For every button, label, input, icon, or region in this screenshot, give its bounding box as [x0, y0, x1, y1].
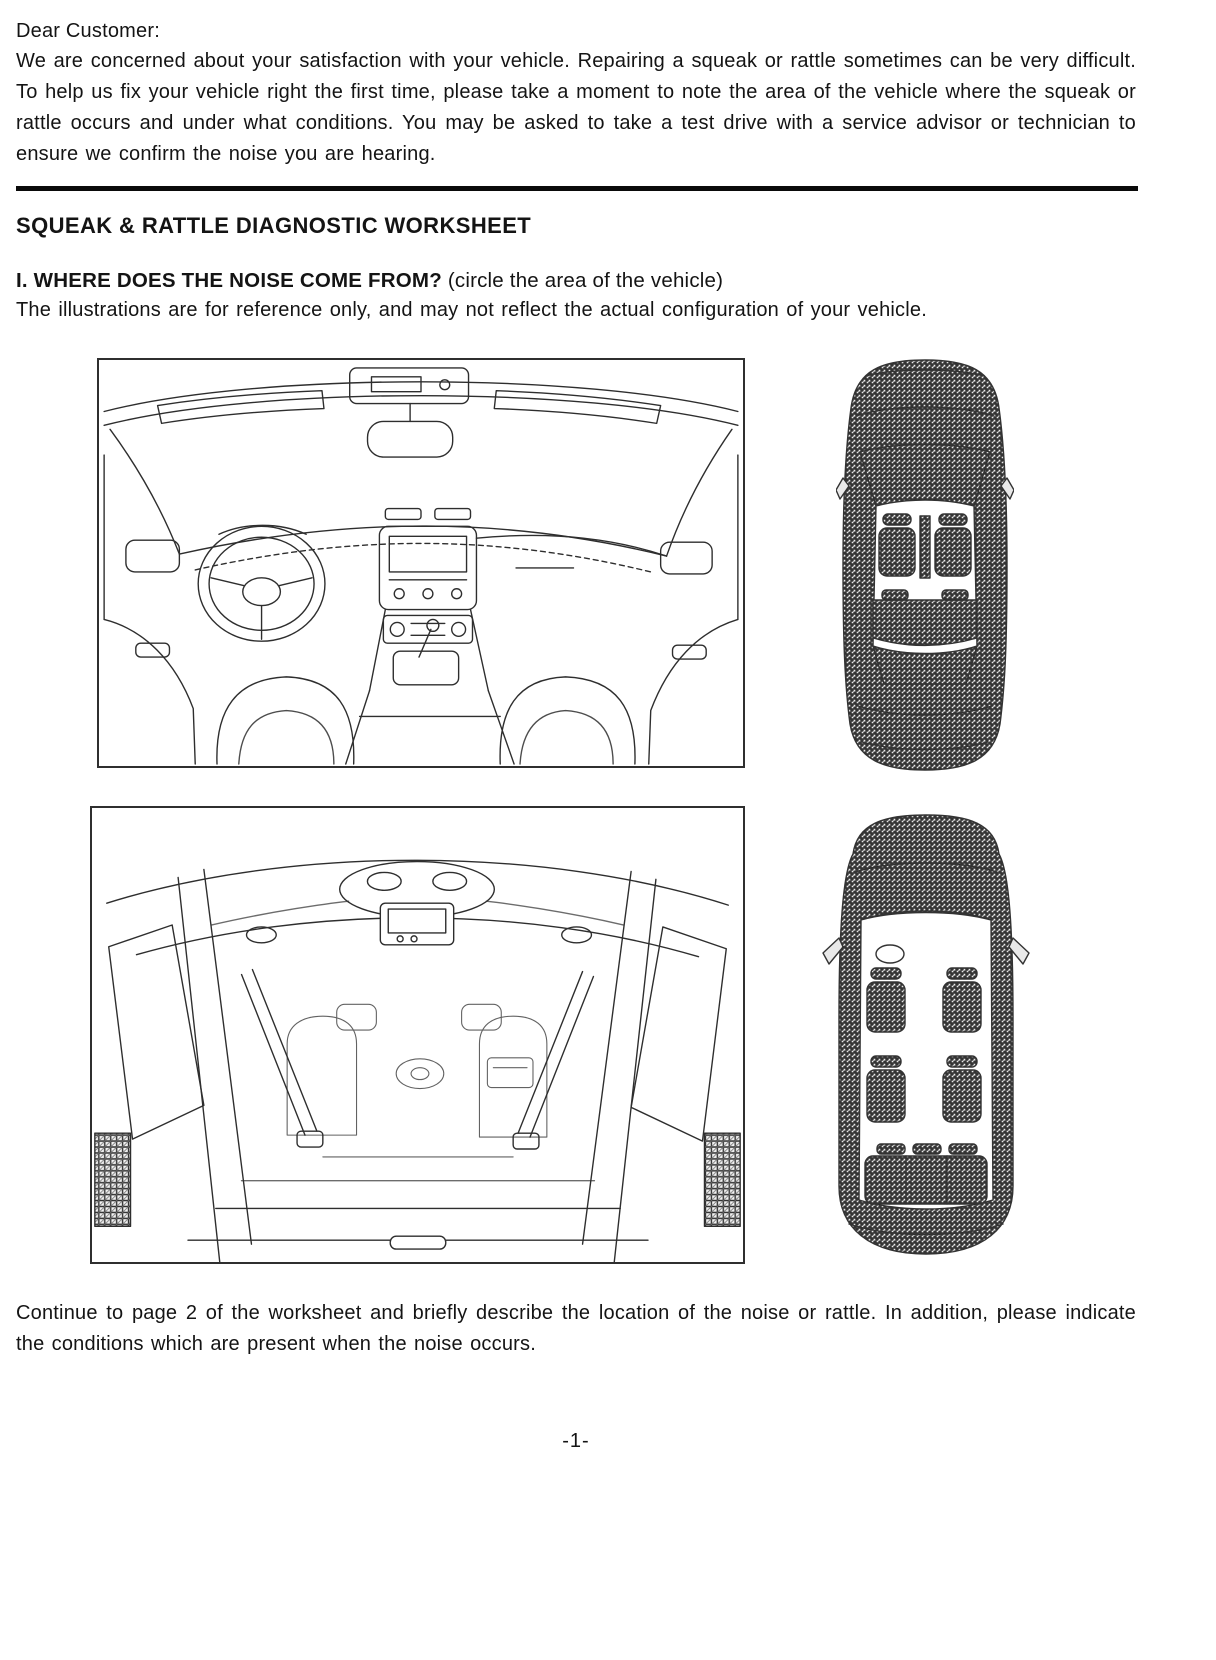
figure-van-top-view	[821, 808, 1031, 1263]
section-heading-text: I. WHERE DOES THE NOISE COME FROM?	[16, 269, 442, 292]
horizontal-rule	[16, 186, 1138, 191]
section-heading	[16, 269, 1136, 293]
worksheet-title: SQUEAK & RATTLE DIAGNOSTIC WORKSHEET	[16, 213, 532, 238]
sedan-top-view-illustration	[836, 354, 1014, 776]
figure-front-interior	[97, 358, 745, 768]
section-description: The illustrations are for reference only, and may not reflect the actual configuration of your vehicle.	[16, 299, 927, 321]
van-top-view-illustration	[821, 808, 1031, 1263]
figure-rear-interior	[90, 806, 745, 1264]
intro-paragraph: We are concerned about your satisfaction with your vehicle. Repairing a squeak or rattle sometimes can be very difficult. To help us fix your vehicle right the first time, please take a moment to note the area of the vehicle where the squeak or rattle occurs and under what conditions. You may be asked to take a test drive with a service advisor or technician to ensure we confirm the noise you are hearing.	[16, 50, 1136, 165]
salutation: Dear Customer:	[16, 20, 160, 42]
closing-paragraph: Continue to page 2 of the worksheet and briefly describe the location of the noise or rattle. In addition, please indicate the conditions which are present when the noise occurs.	[16, 1302, 1136, 1355]
figures-area	[16, 354, 1136, 1272]
section-heading-note: (circle the area of the vehicle)	[447, 269, 724, 292]
rear-interior-illustration	[92, 808, 743, 1262]
page-number: -1-	[562, 1430, 590, 1452]
front-interior-illustration	[99, 360, 743, 766]
figure-sedan-top-view	[836, 354, 1014, 776]
